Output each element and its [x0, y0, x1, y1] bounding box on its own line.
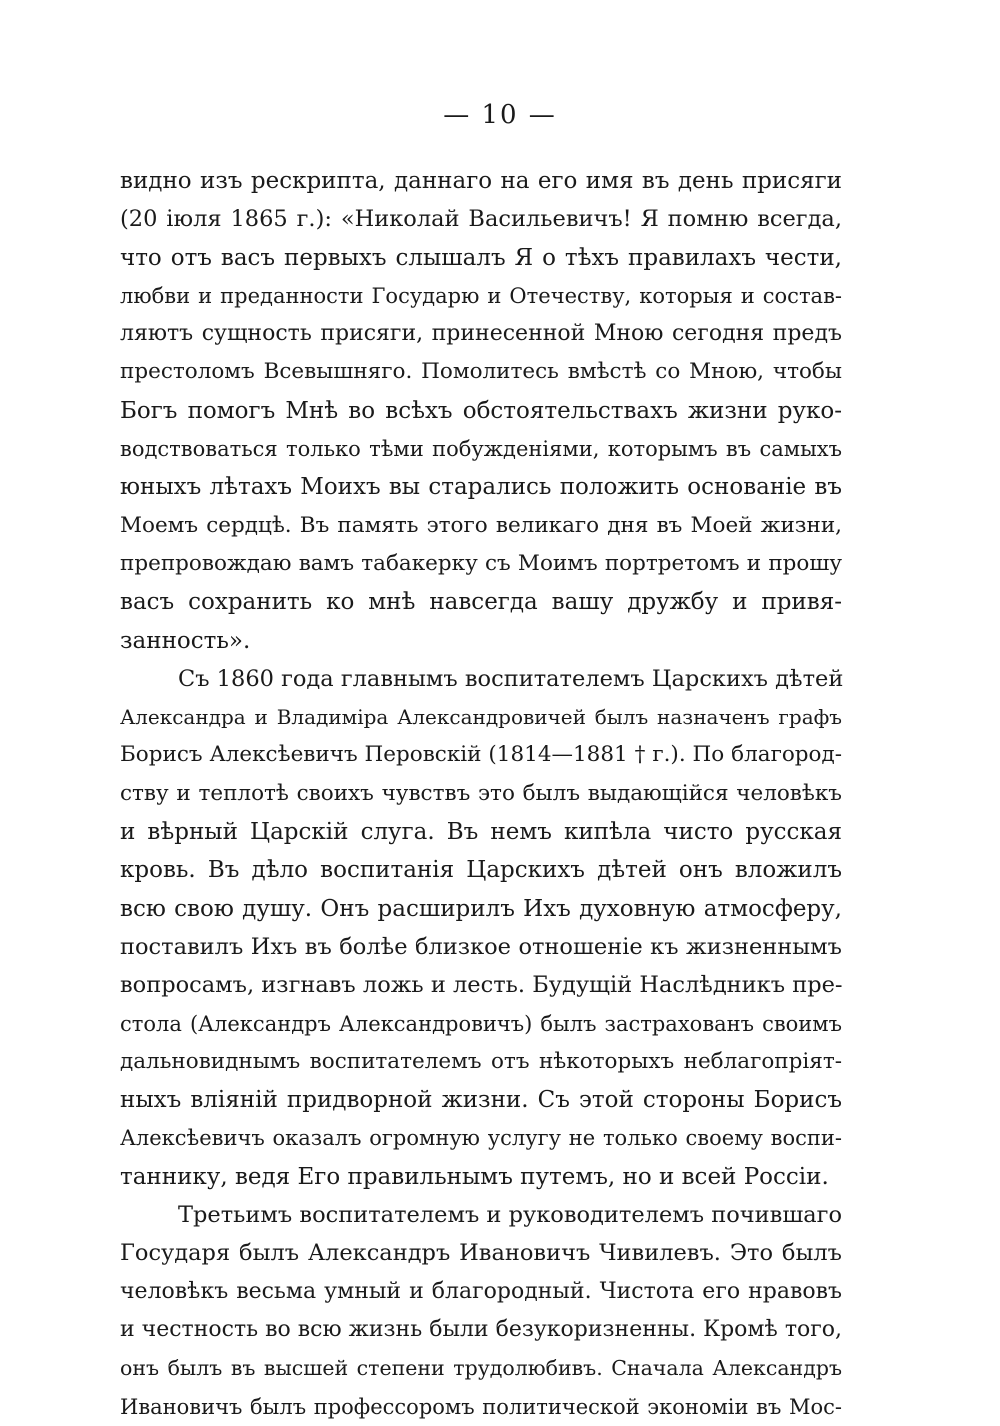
text-line: васъ сохранить ко мнѣ навсегда вашу дружбу и привя- — [120, 589, 842, 616]
text-line: (20 іюля 1865 г.): «Николай Васильевичъ! Я помню всегда, — [120, 206, 842, 233]
text-line: ныхъ вліяній придворной жизни. Съ этой стороны Борисъ — [120, 1087, 842, 1114]
text-line: всю свою душу. Онъ расширилъ Ихъ духовную атмосферу, — [120, 895, 842, 922]
text-line: кровь. Въ дѣло воспитанія Царскихъ дѣтей онъ вложилъ — [120, 857, 842, 884]
text-line: вопросамъ, изгнавъ ложь и лесть. Будущій Наслѣдникъ пре- — [120, 972, 843, 999]
text-line: видно изъ рескрипта, даннаго на его имя въ день присяги — [120, 168, 842, 194]
text-line: человѣкъ весьма умный и благородный. Чистота его нравовъ — [120, 1278, 842, 1304]
text-line: любви и преданности Государю и Отечеству, которыя и состав- — [120, 283, 842, 308]
text-line: Борисъ Алексѣевичъ Перовскій (1814—1881 † г.). По благород- — [120, 742, 842, 768]
text-line: поставилъ Ихъ въ болѣе близкое отношеніе къ жизненнымъ — [120, 933, 842, 960]
text-line: Моемъ сердцѣ. Въ память этого великаго дня въ Моей жизни, — [120, 512, 842, 538]
text-line: Ивановичъ былъ профессоромъ политической экономіи въ Мос- — [120, 1394, 842, 1419]
text-line: занность». — [120, 627, 251, 654]
text-line: Алексѣевичъ оказалъ огромную услугу не только своему воспи- — [120, 1126, 842, 1151]
text-line: что отъ васъ первыхъ слышалъ Я о тѣхъ правилахъ чести, — [120, 244, 842, 271]
text-line: и вѣрный Царскій слуга. Въ немъ кипѣла чисто русская — [120, 819, 842, 846]
page-number: — 10 — — [443, 100, 557, 130]
text-line: дальновиднымъ воспитателемъ отъ нѣкоторыхъ неблагопріят- — [120, 1048, 842, 1074]
text-line: Государя былъ Александръ Ивановичъ Чивилевъ. Это былъ — [120, 1240, 842, 1267]
text-line: юныхъ лѣтахъ Моихъ вы старались положить основаніе въ — [120, 474, 842, 501]
text-line: водствоваться только тѣми побужденіями, которымъ въ самыхъ — [120, 437, 842, 462]
body-text — [120, 162, 842, 1426]
paragraph-start-line: Съ 1860 года главнымъ воспитателемъ Царскихъ дѣтей — [178, 665, 844, 692]
text-line: таннику, ведя Его правильнымъ путемъ, но и всей Россіи. — [120, 1163, 829, 1190]
text-line: препровождаю вамъ табакерку съ Моимъ портретомъ и прошу — [120, 550, 842, 576]
text-line: престоломъ Всевышняго. Помолитесь вмѣстѣ со Мною, чтобы — [120, 359, 842, 385]
paragraph-start-line: Третьимъ воспитателемъ и руководителемъ почившаго — [178, 1202, 842, 1229]
text-line: ляютъ сущность присяги, принесенной Мною сегодня предъ — [120, 321, 842, 347]
text-line: онъ былъ въ высшей степени трудолюбивъ. Сначала Александръ — [120, 1356, 842, 1381]
text-line: стола (Александръ Александровичъ) былъ застрахованъ своимъ — [120, 1011, 842, 1036]
text-line: ству и теплотѣ своихъ чувствъ это былъ выдающійся человѣкъ — [120, 780, 842, 806]
text-line: Богъ помогъ Мнѣ во всѣхъ обстоятельствахъ жизни руко- — [120, 397, 842, 424]
text-line: Александра и Владиміра Александровичей былъ назначенъ графъ — [120, 705, 842, 730]
text-line: и честность во всю жизнь были безукоризненны. Кромѣ того, — [120, 1316, 842, 1342]
